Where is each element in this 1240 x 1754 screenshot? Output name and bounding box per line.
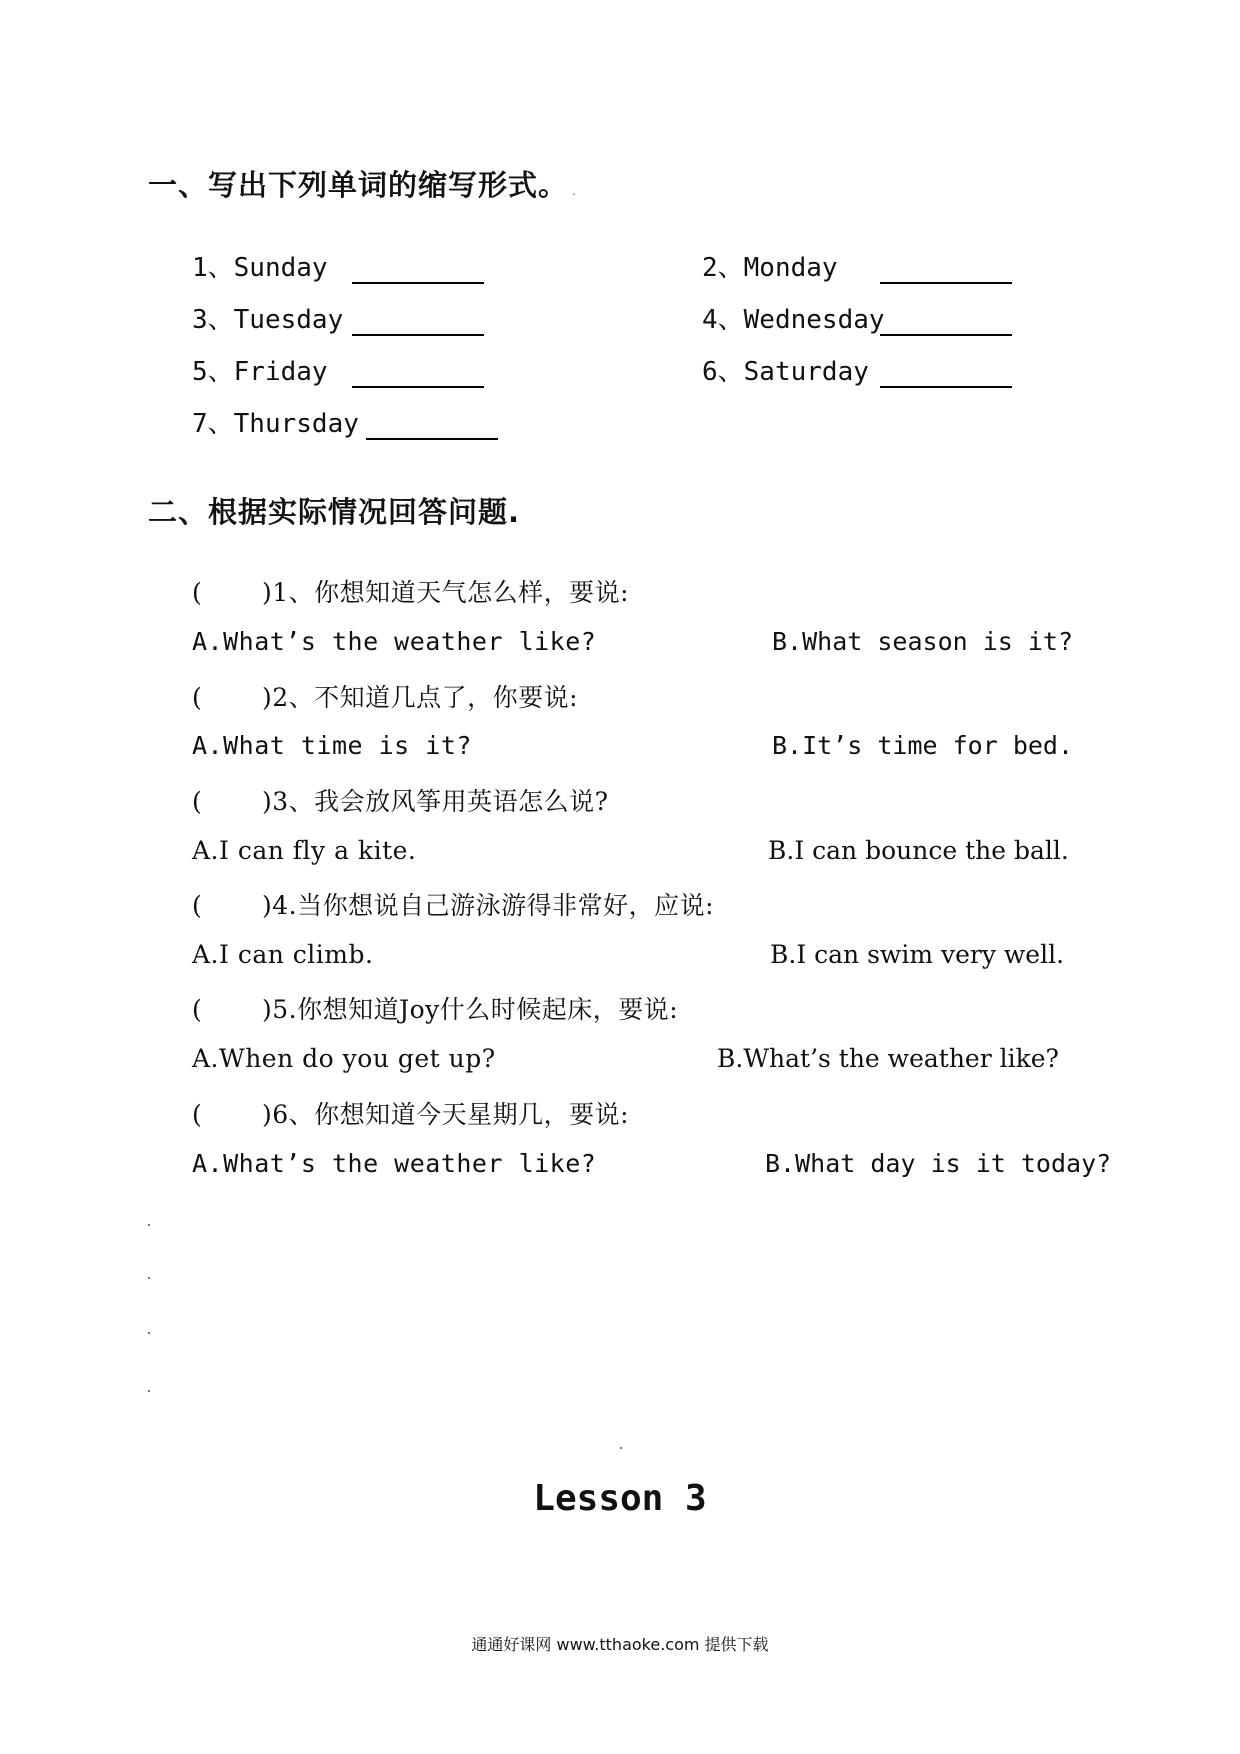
answer-paren-6[interactable]: (	[192, 1100, 203, 1129]
margin-mark	[148, 1224, 150, 1226]
question-4-option-b: B.I can swim very well.	[770, 940, 1065, 969]
margin-mark	[148, 1390, 150, 1392]
question-1-option-a: A.What’s the weather like?	[192, 627, 597, 656]
word-item-6: 6、Saturday	[702, 351, 1012, 388]
question-3-option-a: A.I can fly a kite.	[192, 836, 417, 865]
question-5: ( )5.你想知道Joy什么时候起床，要说:	[192, 995, 679, 1024]
margin-mark	[620, 1447, 622, 1449]
answer-blank-6[interactable]	[880, 362, 1012, 388]
question-6-option-a: A.What’s the weather like?	[192, 1149, 597, 1178]
answer-blank-4[interactable]	[880, 310, 1012, 336]
question-1-option-b: B.What season is it?	[772, 627, 1074, 656]
question-2-option-b: B.It’s time for bed.	[772, 731, 1074, 760]
question-6: ( )6、你想知道今天星期几，要说:	[192, 1100, 630, 1129]
answer-blank-1[interactable]	[352, 258, 484, 284]
word-item-4: 4、Wednesday	[702, 299, 1012, 336]
section-1-title: 一、写出下列单词的缩写形式。 .	[148, 168, 577, 202]
answer-paren-4[interactable]: (	[192, 891, 203, 920]
question-4: ( )4.当你想说自己游泳游得非常好，应说:	[192, 891, 715, 920]
answer-blank-5[interactable]	[352, 362, 484, 388]
word-item-7: 7、Thursday	[192, 403, 498, 440]
question-2-option-a: A.What time is it?	[192, 731, 472, 760]
footer-watermark: 通通好课网 www.tthaoke.com 提供下载	[471, 1635, 769, 1654]
answer-blank-7[interactable]	[366, 414, 498, 440]
answer-paren-2[interactable]: (	[192, 683, 203, 712]
section-2-title: 二、根据实际情况回答问题.	[148, 495, 521, 529]
answer-blank-2[interactable]	[880, 258, 1012, 284]
question-5-option-a: A.When do you get up?	[192, 1044, 496, 1073]
answer-paren-1[interactable]: (	[192, 578, 203, 607]
question-5-option-b: B.What’s the weather like?	[717, 1044, 1059, 1073]
question-2: ( )2、不知道几点了，你要说:	[192, 683, 579, 712]
question-6-option-b: B.What day is it today?	[765, 1149, 1112, 1178]
answer-paren-5[interactable]: (	[192, 995, 203, 1024]
question-4-option-a: A.I can climb.	[192, 940, 374, 969]
word-item-1: 1、Sunday	[192, 247, 484, 284]
answer-blank-3[interactable]	[352, 310, 484, 336]
question-1: ( )1、你想知道天气怎么样，要说:	[192, 578, 630, 607]
word-item-5: 5、Friday	[192, 351, 484, 388]
margin-mark	[148, 1277, 150, 1279]
margin-mark	[148, 1332, 150, 1334]
question-3: ( )3、我会放风筝用英语怎么说?	[192, 787, 609, 816]
word-item-2: 2、Monday	[702, 247, 1012, 284]
lesson-title: Lesson 3	[533, 1478, 707, 1519]
question-3-option-b: B.I can bounce the ball.	[768, 836, 1069, 865]
word-item-3: 3、Tuesday	[192, 299, 484, 336]
answer-paren-3[interactable]: (	[192, 787, 203, 816]
